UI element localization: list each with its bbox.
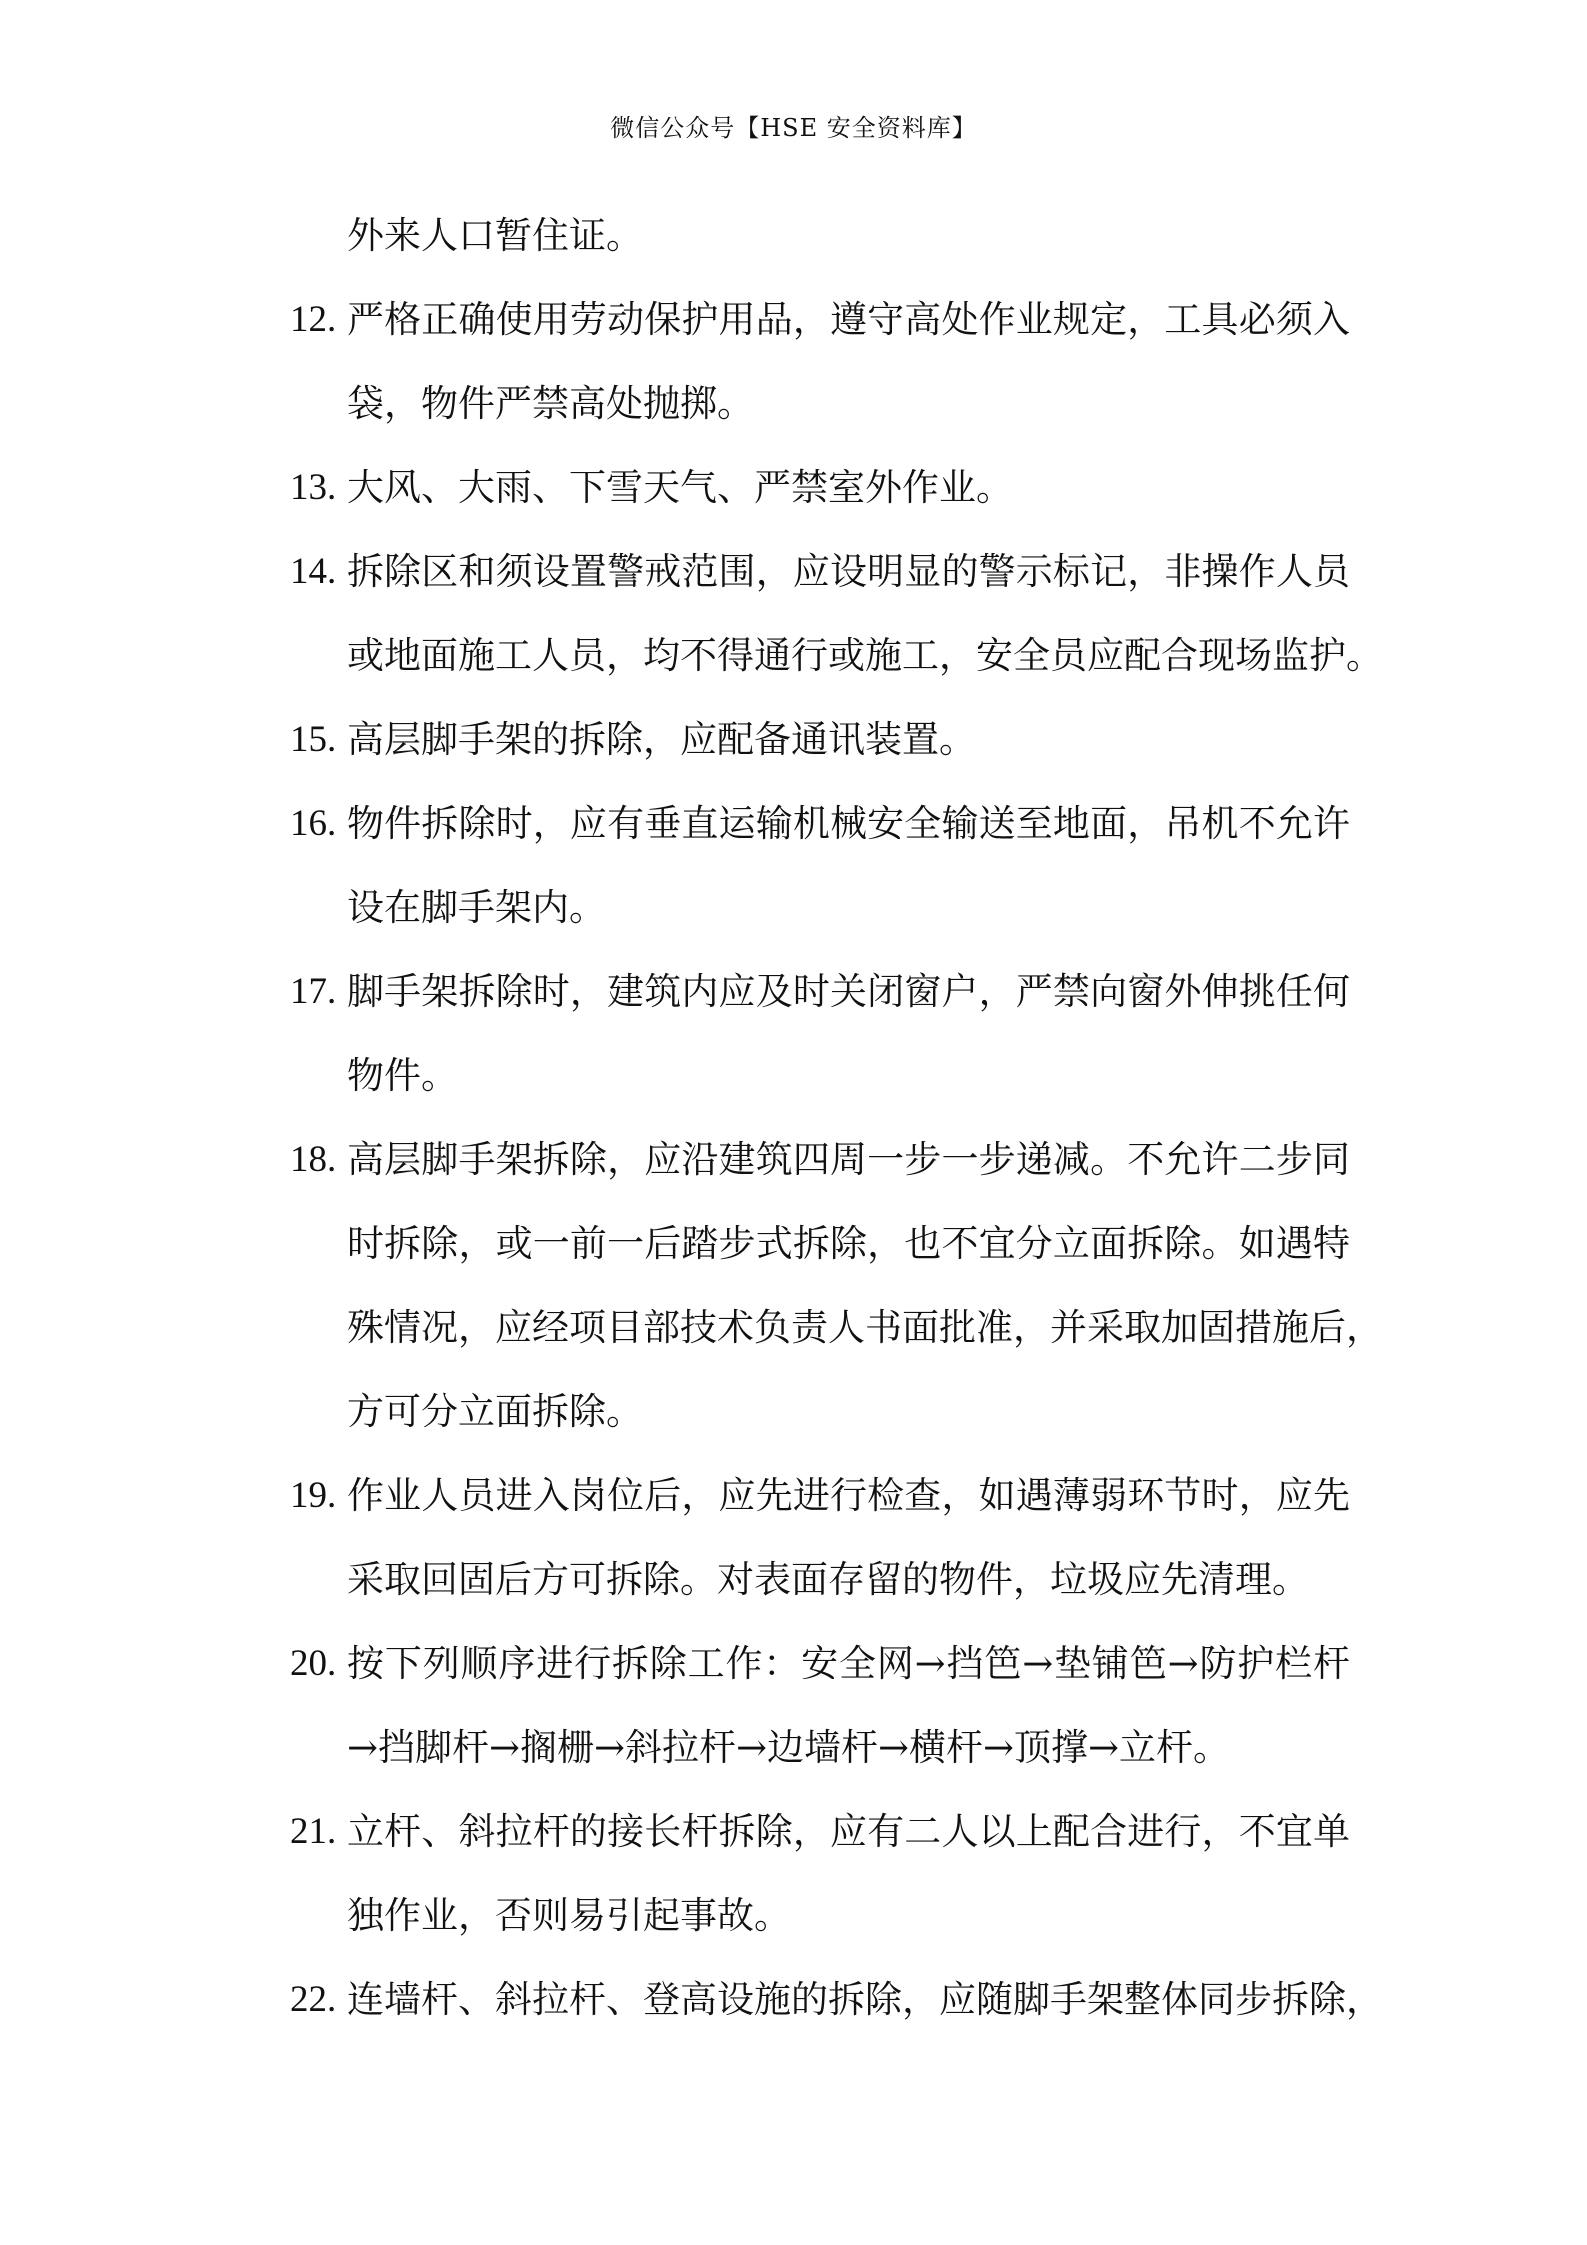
list-item-text: →挡脚杆→搁栅→斜拉杆→边墙杆→横杆→顶撑→立杆。 [347, 1726, 1231, 1769]
list-item [290, 698, 1350, 782]
list-item [290, 782, 1350, 866]
list-item-number: 14. [290, 551, 337, 592]
list-item [290, 1622, 1350, 1706]
list-item-continuation [290, 1034, 1350, 1118]
list-item [290, 1454, 1350, 1538]
list-item-continuation [290, 1706, 1350, 1790]
list-item-text: 高层脚手架的拆除，应配备通讯装置。 [347, 718, 976, 761]
list-item-text: 作业人员进入岗位后，应先进行检查，如遇薄弱环节时，应先 [347, 1474, 1350, 1517]
list-item [290, 950, 1350, 1034]
list-item [290, 1790, 1350, 1874]
list-item-number: 18. [290, 1139, 337, 1180]
list-item [290, 1958, 1383, 2042]
list-item-number: 17. [290, 971, 337, 1012]
list-item-number: 19. [290, 1475, 337, 1516]
list-item-text: 物件。 [347, 1054, 458, 1097]
list-item-number: 13. [290, 467, 337, 508]
list-item-number: 20. [290, 1643, 337, 1684]
list-item-text: 殊情况，应经项目部技术负责人书面批准，并采取加固措施后， [347, 1306, 1383, 1349]
list-item-continuation [290, 1370, 1350, 1454]
list-item-text: 物件拆除时，应有垂直运输机械安全输送至地面，吊机不允许 [347, 802, 1350, 845]
list-item-continuation [290, 614, 1383, 698]
list-item-text: 脚手架拆除时，建筑内应及时关闭窗户，严禁向窗外伸挑任何 [347, 970, 1350, 1013]
list-item-text: 大风、大雨、下雪天气、严禁室外作业。 [347, 466, 1013, 509]
list-item-text: 连墙杆、斜拉杆、登高设施的拆除，应随脚手架整体同步拆除， [347, 1978, 1383, 2021]
list-item-continuation [290, 1874, 1350, 1958]
list-item-text: 按下列顺序进行拆除工作：安全网→挡笆→垫铺笆→防护栏杆 [347, 1642, 1350, 1685]
list-item-text: 采取回固后方可拆除。对表面存留的物件，垃圾应先清理。 [347, 1558, 1309, 1601]
list-item [290, 1118, 1350, 1202]
list-item-number: 15. [290, 719, 337, 760]
list-item-continuation [290, 866, 1350, 950]
list-item [290, 446, 1350, 530]
list-item [290, 194, 1350, 278]
list-item-text: 外来人口暂住证。 [347, 214, 643, 257]
page-header: 微信公众号【HSE 安全资料库】 [610, 114, 977, 142]
list-item-text: 独作业，否则易引起事故。 [347, 1894, 791, 1937]
list-item-text: 拆除区和须设置警戒范围，应设明显的警示标记，非操作人员 [347, 550, 1350, 593]
list-item [290, 278, 1350, 362]
list-item-continuation [290, 1202, 1350, 1286]
list-item-text: 严格正确使用劳动保护用品，遵守高处作业规定，工具必须入 [347, 298, 1350, 341]
list-item-number: 16. [290, 803, 337, 844]
list-item-number: 22. [290, 1979, 337, 2020]
list-item-text: 方可分立面拆除。 [347, 1390, 643, 1433]
list-item-continuation [290, 1538, 1350, 1622]
list-item-continuation [290, 362, 1350, 446]
list-item-text: 或地面施工人员，均不得通行或施工，安全员应配合现场监护。 [347, 634, 1383, 677]
list-item-continuation [290, 1286, 1383, 1370]
list-item-text: 高层脚手架拆除，应沿建筑四周一步一步递减。不允许二步同 [347, 1138, 1350, 1181]
list-item-text: 立杆、斜拉杆的接长杆拆除，应有二人以上配合进行，不宜单 [347, 1810, 1350, 1853]
list-item-number: 12. [290, 299, 337, 340]
list-item [290, 530, 1350, 614]
list-item-text: 设在脚手架内。 [347, 886, 606, 929]
list-item-number: 21. [290, 1811, 337, 1852]
list-item-text: 时拆除，或一前一后踏步式拆除，也不宜分立面拆除。如遇特 [347, 1222, 1350, 1265]
list-item-text: 袋，物件严禁高处抛掷。 [347, 382, 754, 425]
document-body [290, 194, 1383, 2042]
